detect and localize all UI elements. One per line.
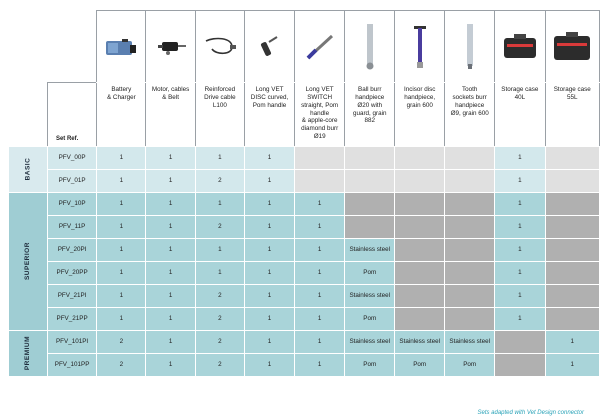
table-cell xyxy=(395,170,445,193)
col-header-disc-curved: Long VET DISC curved, Pom handle xyxy=(245,83,295,147)
table-cell: 1 xyxy=(97,285,146,308)
table-cell xyxy=(445,170,495,193)
table-cell: 1 xyxy=(245,239,295,262)
table-cell: Stainless steel xyxy=(345,285,395,308)
group-label xyxy=(9,193,48,331)
set-ref-header: Set Ref. xyxy=(47,83,96,147)
table-cell: 1 xyxy=(146,331,195,354)
table-cell: 1 xyxy=(245,308,295,331)
table-cell xyxy=(545,147,599,170)
group-label-text: BASIC xyxy=(23,158,31,181)
table-cell: 1 xyxy=(295,216,345,239)
table-cell xyxy=(545,285,599,308)
table-row xyxy=(9,285,600,308)
col-header-case-55l: Storage case 55L xyxy=(545,83,599,147)
col-header-motor: Motor, cables & Belt xyxy=(146,83,195,147)
table-cell xyxy=(545,239,599,262)
table-cell: 1 xyxy=(295,308,345,331)
table-cell: 1 xyxy=(295,262,345,285)
table-row xyxy=(9,193,600,216)
table-row xyxy=(9,354,600,377)
case-55l-icon xyxy=(545,11,599,83)
table-cell xyxy=(545,193,599,216)
group-label-text: PREMIUM xyxy=(23,336,31,371)
table-cell xyxy=(395,147,445,170)
switch-straight-icon xyxy=(295,11,345,83)
col-header-switch-straight: Long VET SWITCH straight, Pom handle & apple-core diamond burr Ø19 xyxy=(295,83,345,147)
table-cell xyxy=(395,308,445,331)
table-cell: 1 xyxy=(245,193,295,216)
table-cell: 1 xyxy=(495,308,545,331)
column-headers-row xyxy=(9,83,600,147)
table-cell: 1 xyxy=(295,193,345,216)
table-cell xyxy=(445,147,495,170)
table-cell: 1 xyxy=(495,239,545,262)
table-body xyxy=(9,147,600,377)
table-cell xyxy=(345,216,395,239)
table-cell: 1 xyxy=(495,216,545,239)
table-cell xyxy=(545,170,599,193)
table-cell: 1 xyxy=(545,331,599,354)
table-row xyxy=(9,308,600,331)
table-cell: 1 xyxy=(245,331,295,354)
table-cell: 1 xyxy=(195,147,244,170)
table-cell: Pom xyxy=(445,354,495,377)
group-label-text: SUPERIOR xyxy=(23,242,31,281)
table-cell: Pom xyxy=(345,354,395,377)
battery-charger-icon xyxy=(97,11,146,83)
footer-note: Sets adapted with Vet Design connector xyxy=(477,410,584,416)
table-cell: 1 xyxy=(146,147,195,170)
table-cell: 1 xyxy=(146,193,195,216)
table-cell: Stainless steel xyxy=(445,331,495,354)
drive-cable-icon xyxy=(195,11,244,83)
table-cell: 1 xyxy=(245,285,295,308)
table-cell: 1 xyxy=(97,239,146,262)
table-cell: 1 xyxy=(245,354,295,377)
table-cell xyxy=(545,216,599,239)
table-cell xyxy=(545,262,599,285)
table-cell: 2 xyxy=(195,308,244,331)
table-cell xyxy=(495,331,545,354)
table-cell xyxy=(345,170,395,193)
table-cell: 1 xyxy=(495,285,545,308)
set-ref-cell: PFV_20PP xyxy=(47,262,96,285)
table-cell: 1 xyxy=(97,308,146,331)
set-ref-cell: PFV_21PP xyxy=(47,308,96,331)
table-cell: 1 xyxy=(146,354,195,377)
set-ref-cell: PFV_21PI xyxy=(47,285,96,308)
table-cell: 1 xyxy=(495,170,545,193)
table-cell: 1 xyxy=(97,262,146,285)
table-cell: Pom xyxy=(345,262,395,285)
table-row xyxy=(9,331,600,354)
table-cell: 1 xyxy=(146,285,195,308)
table-cell: 1 xyxy=(245,216,295,239)
table-cell: 1 xyxy=(195,239,244,262)
incisor-disc-icon xyxy=(395,11,445,83)
table-cell: Stainless steel xyxy=(345,331,395,354)
col-header-drive-cable: Reinforced Drive cable L100 xyxy=(195,83,244,147)
table-cell: 1 xyxy=(195,193,244,216)
table-cell: 2 xyxy=(195,354,244,377)
table-cell: 2 xyxy=(195,331,244,354)
table-cell xyxy=(395,193,445,216)
col-header-battery: Battery & Charger xyxy=(97,83,146,147)
col-header-ball-burr: Ball burr handpiece Ø20 with guard, grain 882 xyxy=(345,83,395,147)
table-cell: 1 xyxy=(97,170,146,193)
product-set-table xyxy=(8,10,600,377)
table-cell: 1 xyxy=(146,170,195,193)
table-cell: 1 xyxy=(295,331,345,354)
table-row xyxy=(9,239,600,262)
table-cell: 1 xyxy=(146,216,195,239)
table-cell: 1 xyxy=(245,170,295,193)
table-cell: 1 xyxy=(495,262,545,285)
table-cell: 1 xyxy=(295,285,345,308)
table-cell: 1 xyxy=(495,147,545,170)
table-cell: 1 xyxy=(245,262,295,285)
motor-icon xyxy=(146,11,195,83)
table-cell xyxy=(295,147,345,170)
table-row xyxy=(9,170,600,193)
col-header-case-40l: Storage case 40L xyxy=(495,83,545,147)
set-ref-cell: PFV_00P xyxy=(47,147,96,170)
table-cell: 1 xyxy=(146,239,195,262)
table-cell xyxy=(395,285,445,308)
table-cell: 2 xyxy=(195,285,244,308)
table-cell: 1 xyxy=(195,262,244,285)
table-cell xyxy=(445,193,495,216)
table-cell xyxy=(445,285,495,308)
table-cell xyxy=(495,354,545,377)
table-cell: Stainless steel xyxy=(345,239,395,262)
set-ref-cell: PFV_11P xyxy=(47,216,96,239)
set-ref-cell: PFV_20PI xyxy=(47,239,96,262)
table-cell xyxy=(395,239,445,262)
table-cell: 1 xyxy=(146,308,195,331)
group-label xyxy=(9,331,48,377)
table-cell: 1 xyxy=(146,262,195,285)
set-ref-cell: PFV_10P xyxy=(47,193,96,216)
col-header-tooth-sockets: Tooth sockets burr handpiece Ø9, grain 600 xyxy=(445,83,495,147)
table-cell xyxy=(445,262,495,285)
table-row xyxy=(9,216,600,239)
table-cell xyxy=(295,170,345,193)
product-images-row xyxy=(9,11,600,83)
table-cell xyxy=(445,216,495,239)
table-cell xyxy=(345,147,395,170)
table-cell: 1 xyxy=(97,147,146,170)
table-cell xyxy=(445,308,495,331)
table-cell: 1 xyxy=(295,239,345,262)
table-cell xyxy=(395,216,445,239)
table-cell: 1 xyxy=(545,354,599,377)
table-cell xyxy=(545,308,599,331)
table-cell: Pom xyxy=(345,308,395,331)
table-cell xyxy=(395,262,445,285)
table-cell xyxy=(345,193,395,216)
set-ref-cell: PFV_101PP xyxy=(47,354,96,377)
table-cell: 2 xyxy=(97,331,146,354)
tooth-sockets-icon xyxy=(445,11,495,83)
table-cell xyxy=(445,239,495,262)
set-ref-cell: PFV_01P xyxy=(47,170,96,193)
table-row xyxy=(9,147,600,170)
table-cell: Stainless steel xyxy=(395,331,445,354)
table-cell: 1 xyxy=(245,147,295,170)
table-cell: 1 xyxy=(97,193,146,216)
table-cell: 1 xyxy=(97,216,146,239)
disc-curved-icon xyxy=(245,11,295,83)
col-header-incisor-disc: Incisor disc handpiece, grain 600 xyxy=(395,83,445,147)
set-ref-cell: PFV_101PI xyxy=(47,331,96,354)
table-cell: Pom xyxy=(395,354,445,377)
ball-burr-icon xyxy=(345,11,395,83)
group-label xyxy=(9,147,48,193)
table-cell: 1 xyxy=(495,193,545,216)
table-cell: 2 xyxy=(97,354,146,377)
table-cell: 2 xyxy=(195,216,244,239)
table-row xyxy=(9,262,600,285)
table-cell: 1 xyxy=(295,354,345,377)
table-cell: 2 xyxy=(195,170,244,193)
case-40l-icon xyxy=(495,11,545,83)
